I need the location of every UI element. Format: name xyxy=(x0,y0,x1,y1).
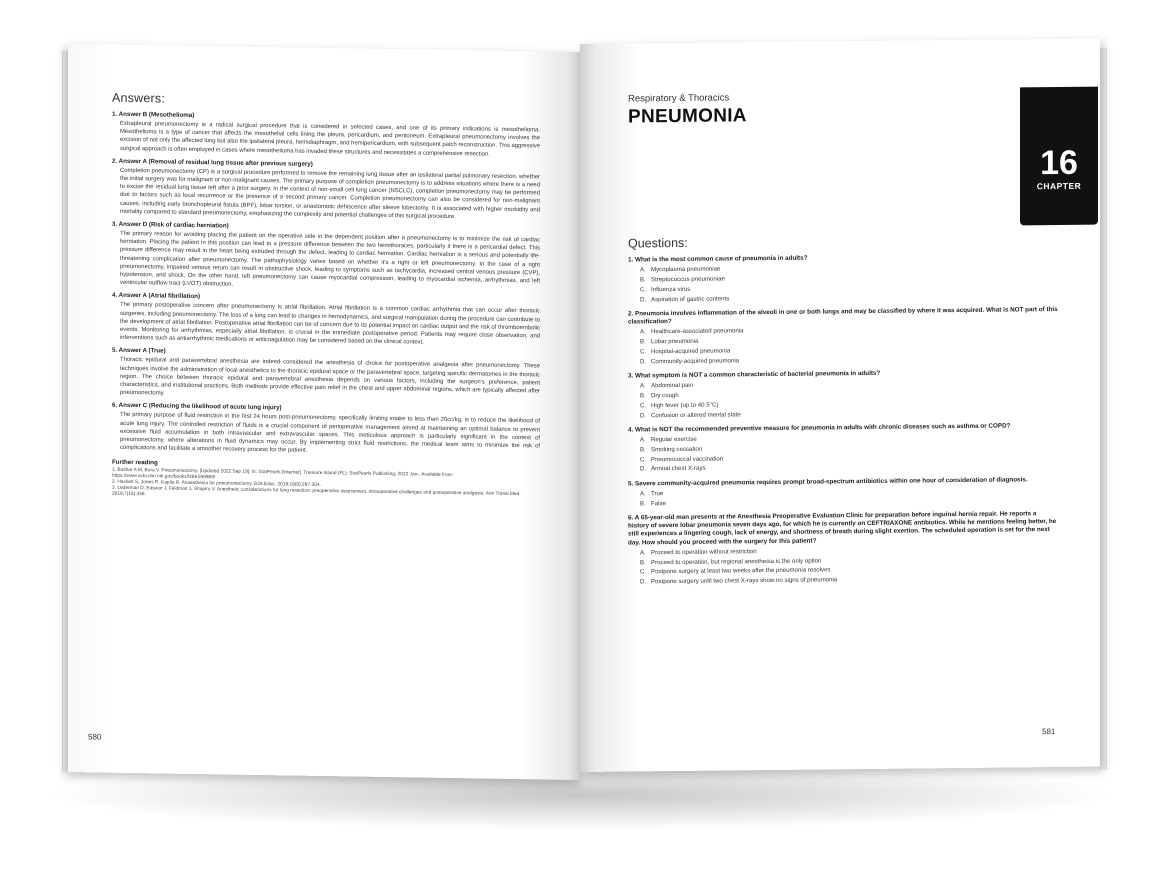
option-letter: D. xyxy=(640,578,647,586)
answer-text: The primary postoperative concern after pneumonectomy is atrial fibrillation. Atrial fibrillation is a common cardiac arrhythmia that can occur after thoracic surgeries, including pneumonectomy. The loss of a lung can lead to changes in hemodynamics, and surgical manipulation during the procedure can contribute to the development of atrial fibrillation. Postoperative atrial fibrillation can be of concern due to its potential impact on cardiac output and the risk of thromboembolic events. Monitoring for arrhythmias, especially atrial fibrillation, is crucial in the immediate postoperative period. Patients may require close observation, and interventions such as antiarrhythmic medications or anticoagulation may be considered based on the clinical context. xyxy=(120,302,540,346)
option-text: Annual chest X-rays xyxy=(651,465,706,473)
option-letter: C. xyxy=(640,286,647,294)
answer-text: The primary reason for avoiding placing the patient on the operative side in the dependent position after a pneumonectomy is to minimize the risk of cardiac herniation. Placing the patient in this position can lead to a pressure difference between the two hemithoraces, particularly if there is a pericardial defect. This pressure difference may result in the heart being extruded through the defect, leading to cardiac herniation. Cardiac herniation is a serious and potentially life-threatening complication after pneumonectomy. The pathophysiology varies based on whether it's a right or left pneumonectomy. In the case of a right pneumonectomy, impaired venous return can result in obstructive shock, leading to symptoms such as tachycardia, increased central venous pressure (CVP), hypotension, and shock. On the other hand, left pneumonectomy can cause myocardial compression, leading to myocardial ischemia, arrhythmias, and left ventricular outflow tract (LVOT) obstruction. xyxy=(120,230,540,288)
question-item xyxy=(628,368,1058,420)
option-text: Hospital-acquired pneumonia xyxy=(651,347,731,356)
option-letter: D. xyxy=(640,411,647,419)
option-text: True xyxy=(651,490,664,498)
question-item xyxy=(628,476,1058,509)
question-text: 4. What is NOT the recommended preventive measure for pneumonia in adults with chronic diseases such as asthma or COPD? xyxy=(628,422,1011,434)
option-text: Aspiration of gastric contents xyxy=(651,295,730,303)
answer-label: 2. Answer A (Removal of residual lung tissue after previous surgery) xyxy=(112,157,313,168)
answer-label: 6. Answer C (Reducing the likelihood of acute lung injury) xyxy=(112,402,282,412)
reference-item: 2. Hackett S, Jones R, Kapila R. Anaesthesia for pneumonectomy. BJA Educ. 2019;19(9):297-304. xyxy=(112,479,321,488)
option-text: Smoking cessation xyxy=(651,445,703,454)
option-text: Postpone surgery until two chest X-rays show no signs of pneumonia xyxy=(651,576,838,586)
option-letter: C. xyxy=(640,455,647,464)
option-text: Streptococcus pneumoniae xyxy=(651,275,725,284)
option-letter: D. xyxy=(640,357,647,366)
answer-item xyxy=(112,158,540,223)
chapter-badge xyxy=(1020,87,1098,226)
section-label: Respiratory & Thoracics xyxy=(628,92,730,105)
question-text: 1. What is the most common cause of pneumonia in adults? xyxy=(628,254,808,264)
left-page xyxy=(68,44,582,780)
option-text: Postpone surgery at least two weeks after the pneumonia resolves xyxy=(651,566,831,576)
option-letter: B. xyxy=(640,446,646,454)
reference-item: 3. Lederman D, Easwar J, Feldman J, Shapiro V. Anesthetic considerations for lung resection: preoperative assessment, intraoperative challenges and postoperative analgesia. Ann Transl Med. 2019;7(15):356. xyxy=(112,485,521,497)
questions-heading: Questions: xyxy=(628,235,688,251)
question-text: 5. Severe community-acquired pneumonia requires prompt broad-spectrum antibiotics within one hour of consideration of diagnosis. xyxy=(628,476,1028,488)
option-text: Proceed to operation, but regional anesthesia is the only option xyxy=(651,557,822,566)
question-item xyxy=(628,422,1058,474)
chapter-label: CHAPTER xyxy=(1036,180,1082,192)
question-text: 6. A 65-year-old man presents at the Anesthesia Preoperative Evaluation Clinic for preparation before inguinal hernia repair. He reports a history of severe lobar pneumonia seven days ago, for which he is currently on CEFTRIAXONE antibiotics. While he mentions feeling better, he still experiences a lingering cough, lack of energy, and shortness of breath during slight exertion. The scheduled operation is set for the next day. How should you proceed with the surgery for this patient? xyxy=(628,510,1057,547)
question-item xyxy=(628,510,1058,587)
option-text: Mycoplasma pneumoniae xyxy=(651,265,721,274)
option-letter: A. xyxy=(640,490,646,498)
answer-text: Completion pneumonectomy (CP) is a surgical procedure performed to remove the remaining lung tissue after an ipsilateral partial pulmonary resection, whether the initial surgery was for malignant or non-malignant causes. The primary purpose of completion pneumonectomy is to address situations where there is a need to excise the residual lung tissue left after a prior surgery. In the context of non-small cell lung cancer (NSCLC), completion pneumonectomy may be performed due to factors such as local recurrence or the presence of a second primary cancer. Completion pneumonectomy can also be considered for non-malignant causes, including early bronchopleural fistula (BPF), lobar torsion, or anastomotic dehiscence after sleeve lobectomy. It is associated with higher morbidity and mortality compared to standard pneumonectomy, emphasizing the complexity and potential challenges of this surgical procedure. xyxy=(120,167,540,220)
right-page xyxy=(580,39,1100,772)
option-letter: A. xyxy=(640,266,646,274)
option-letter: B. xyxy=(640,558,646,567)
question-text: 2. Pneumonia involves inflammation of the alveoli in one or both lungs and may be classified by where it was acquired. What is NOT part of this classification? xyxy=(628,305,1058,326)
option-text: False xyxy=(651,499,666,508)
option-letter: A. xyxy=(640,549,646,557)
answer-item xyxy=(112,347,540,404)
answer-label: 3. Answer D (Risk of cardiac herniation) xyxy=(112,220,229,230)
chapter-title: PNEUMONIA xyxy=(628,105,747,128)
answer-text: Thoracic epidural and paravertebral anesthesia are indeed considered the anesthesia of choice for postoperative analgesia after pneumonectomy. These techniques involve the administration of local anesthetics to the thoracic epidural space or the paravertebral space, targeting specific dermatomes in the thoracic region. The choice between thoracic epidural and paravertebral anesthesia depends on various factors, including the surgeon's preference, patient characteristics, and institutional practices. Both methods provide effective pain relief in the chest and upper abdominal regions, which are typically affected after pneumonectomy. xyxy=(120,357,540,397)
answer-label: 4. Answer A (Atrial fibrillation) xyxy=(112,292,201,301)
option-text: Confusion or altered mental state xyxy=(651,410,741,419)
answers-heading: Answers: xyxy=(112,90,166,106)
option-letter: B. xyxy=(640,276,646,284)
question-item xyxy=(628,306,1058,367)
option-letter: B. xyxy=(640,338,646,346)
option-letter: D. xyxy=(640,295,647,303)
answer-text: Extrapleural pneumonectomy is a radical surgical procedure that is considered in selected cases, and one of its primary indications is mesothelioma. Mesothelioma is a type of cancer that affects the mesothelial cells lining the pleura, pericardium, and peritoneum. Extrapleural pneumonectomy involves the excision of not only the affected lung but also the ipsilateral pleura, hemidiaphragm, and hemipericardium, with subsequent patch reconstruction. This aggressive surgical approach is often employed in cases where mesothelioma has invaded these structures and necessitates a comprehensive resection. xyxy=(120,120,540,158)
option-letter: C. xyxy=(640,402,647,410)
option-letter: A. xyxy=(640,382,646,390)
question-item xyxy=(628,252,1058,304)
option-text: Regular exercise xyxy=(651,435,697,444)
answer-item xyxy=(112,221,540,294)
option-letter: B. xyxy=(640,500,646,508)
answer-text: The primary purpose of fluid restriction in the first 24 hours post-pneumonectomy, specifically limiting intake to less than 20cc/kg, is to reduce the likelihood of acute lung injury. The controlled restriction of fluids is a crucial component of perioperative management aimed at maintaining an optimal balance to prevent excessive fluid accumulation in both intravascular and extravascular spaces. This meticulous approach is particularly significant in the context of pneumonectomy, where alterations in fluid dynamics may occur. By implementing strict fluid restrictions, the medical team aims to minimize the risk of complications and facilitate a smoother recovery process for the patient. xyxy=(120,412,540,455)
option-letter: C. xyxy=(640,568,647,576)
answer-label: 5. Answer A (True) xyxy=(112,347,166,356)
page-number-left: 580 xyxy=(88,732,102,742)
answers-section xyxy=(112,91,540,504)
option-text: Influenza virus xyxy=(651,285,691,294)
reference-item: 1. Bashar A M, Bora V. Pneumonectomy. [Updated 2022 Sep 19]. In: StatPearls [Internet]. Treasure Island (FL): StatPearls Publishing; 2022 Jan-. Available from: https://www.ncbi.nlm.nih.gov/books/NBK559969/ xyxy=(112,467,453,480)
answer-item xyxy=(112,111,540,160)
option-letter: D. xyxy=(640,465,647,473)
option-text: Abdominal pain xyxy=(651,382,694,390)
further-reading-title: Further reading xyxy=(112,458,158,466)
option-text: Healthcare-associated pneumonia xyxy=(651,327,744,336)
chapter-number: 16 xyxy=(1040,143,1078,183)
option-text: Proceed to operation without restriction xyxy=(651,548,757,557)
option-text: Pneumococcal vaccination xyxy=(651,455,724,463)
option-letter: A. xyxy=(640,328,646,336)
page-number-right: 581 xyxy=(1042,727,1056,737)
option-text: Lobar pneumonia xyxy=(651,337,699,346)
option-text: Dry cough xyxy=(651,391,679,400)
option-text: Community-acquired pneumonia xyxy=(651,357,740,365)
option-letter: B. xyxy=(640,392,646,400)
option-letter: C. xyxy=(640,348,647,356)
answer-label: 1. Answer B (Mesothelioma) xyxy=(112,110,195,119)
question-text: 3. What symptom is NOT a common characteristic of bacterial pneumonia in adults? xyxy=(628,369,881,380)
option-letter: A. xyxy=(640,436,646,444)
chapter-content xyxy=(628,89,1082,589)
option-text: High fever (up to 40.5°C) xyxy=(651,401,719,410)
answer-item xyxy=(112,402,540,459)
answer-item xyxy=(112,292,540,349)
